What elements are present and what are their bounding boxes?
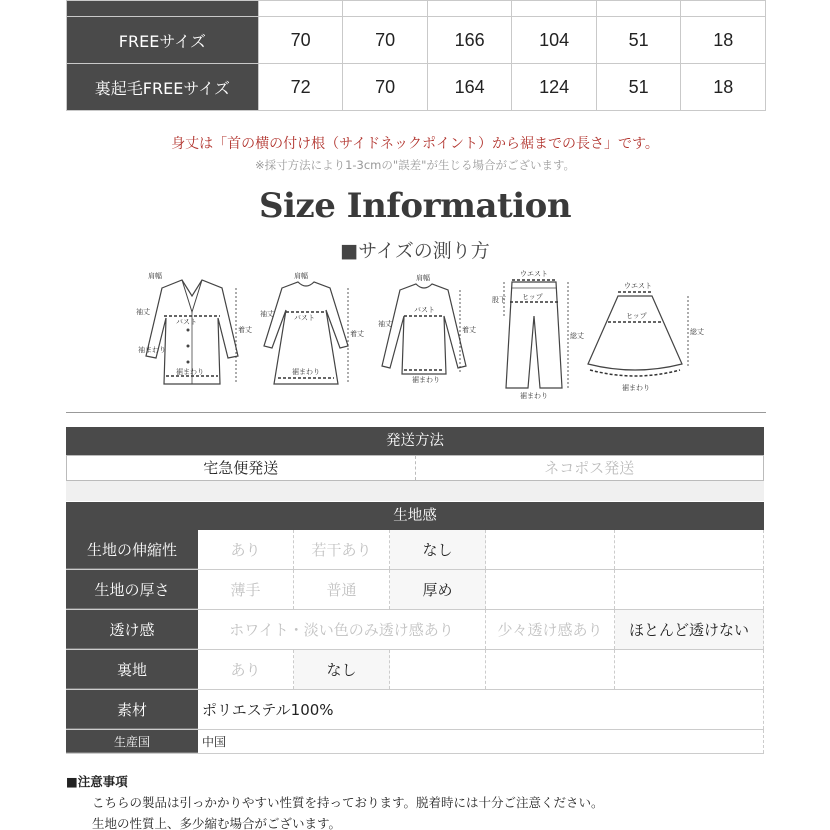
pants-inseam-label: 股下 bbox=[492, 296, 506, 304]
size-value: 124 bbox=[512, 64, 597, 111]
top-shoulder-label: 肩幅 bbox=[416, 274, 430, 282]
size-value: 51 bbox=[596, 64, 681, 111]
fabric-option: 若干あり bbox=[294, 530, 390, 569]
fabric-row-label: 生地の伸縮性 bbox=[66, 530, 198, 569]
notice-title: ■注意事項 bbox=[66, 774, 128, 789]
pants-hip-label: ヒップ bbox=[522, 293, 543, 301]
top-length-label: 着丈 bbox=[462, 326, 476, 334]
size-value: 70 bbox=[258, 17, 343, 64]
top-sleeve-label: 袖丈 bbox=[378, 320, 392, 328]
size-table-col-header bbox=[427, 1, 512, 17]
skirt-length-label: 総丈 bbox=[690, 328, 704, 336]
fabric-row bbox=[66, 530, 764, 570]
dress-hem-label: 裾まわり bbox=[292, 368, 320, 376]
fabric-option-selected: 厚め bbox=[390, 570, 486, 609]
coat-sleeve-label: 袖丈 bbox=[136, 308, 150, 316]
size-value: 166 bbox=[427, 17, 512, 64]
size-value: 164 bbox=[427, 64, 512, 111]
size-row-fleece-free bbox=[67, 64, 766, 111]
coat-shoulder-label: 肩幅 bbox=[148, 272, 162, 280]
dress-shoulder-label: 肩幅 bbox=[294, 272, 308, 280]
fabric-row-material bbox=[66, 690, 764, 730]
size-table-corner bbox=[67, 1, 259, 17]
fabric-row bbox=[66, 650, 764, 690]
coat-diagram bbox=[136, 271, 252, 384]
shipping-option-takkyubin: 宅急便発送 bbox=[203, 459, 279, 477]
fabric-option bbox=[486, 650, 615, 689]
size-table-col-header bbox=[343, 1, 428, 17]
size-table-col-header bbox=[681, 1, 766, 17]
fabric-option: あり bbox=[198, 650, 294, 689]
notice-line: 生地の性質上、多少縮む場合がございます。 bbox=[92, 816, 342, 830]
fabric-row-label: 裏地 bbox=[66, 650, 198, 689]
pants-length-label: 総丈 bbox=[570, 332, 584, 340]
fabric-row bbox=[66, 570, 764, 610]
size-value: 70 bbox=[343, 17, 428, 64]
pants-waist-label: ウエスト bbox=[520, 270, 548, 278]
fabric-option bbox=[615, 650, 764, 689]
fabric-option: 少々透け感あり bbox=[486, 610, 615, 649]
size-table bbox=[66, 0, 766, 111]
fabric-row-label: 生地の厚さ bbox=[66, 570, 198, 609]
shipping-method-header: 発送方法 bbox=[66, 427, 764, 455]
pants-hem-label: 裾まわり bbox=[520, 392, 548, 400]
size-value: 104 bbox=[512, 17, 597, 64]
size-table-col-header bbox=[512, 1, 597, 17]
fabric-row bbox=[66, 610, 764, 650]
skirt-hem-label: 裾まわり bbox=[622, 384, 650, 392]
shipping-option-nekopos: ネコポス発送 bbox=[415, 456, 764, 480]
top-hem-label: 裾まわり bbox=[412, 376, 440, 384]
size-information-title: Size Information bbox=[258, 186, 572, 226]
dress-bust-label: バスト bbox=[294, 314, 315, 322]
skirt-diagram bbox=[588, 282, 704, 392]
dress-length-label: 着丈 bbox=[350, 330, 364, 338]
size-value: 18 bbox=[681, 64, 766, 111]
notice-line: こちらの製品は引っかかりやすい性質を持っております。脱着時には十分ご注意ください。 bbox=[92, 795, 604, 810]
length-definition-note: 身丈は「首の横の付け根（サイドネックポイント）から裾までの長さ」です。 bbox=[171, 136, 659, 152]
fabric-option-selected: ほとんど透けない bbox=[615, 610, 764, 649]
fabric-option bbox=[615, 530, 764, 569]
fabric-option: 薄手 bbox=[198, 570, 294, 609]
coat-length-label: 着丈 bbox=[238, 326, 252, 334]
dress-diagram bbox=[260, 271, 364, 384]
measurement-error-note: ※採寸方法により1-3cmの"誤差"が生じる場合がございます。 bbox=[254, 158, 576, 172]
section-divider bbox=[66, 412, 766, 413]
shipping-options-row bbox=[66, 455, 764, 481]
size-value: 51 bbox=[596, 17, 681, 64]
size-row-label: 裏起毛FREEサイズ bbox=[67, 64, 259, 111]
size-value: 72 bbox=[258, 64, 343, 111]
fabric-table bbox=[66, 530, 764, 754]
top-diagram bbox=[378, 273, 476, 384]
coat-hem-label: 裾まわり bbox=[176, 368, 204, 376]
material-value: ポリエステル100% bbox=[198, 690, 764, 729]
dress-sleeve-label: 袖丈 bbox=[260, 310, 274, 318]
fabric-row-origin bbox=[66, 730, 764, 754]
coat-bust-label: バスト bbox=[176, 318, 197, 326]
top-bust-label: バスト bbox=[414, 306, 435, 314]
fabric-option bbox=[390, 650, 486, 689]
skirt-waist-label: ウエスト bbox=[624, 282, 652, 290]
fabric-feel-header: 生地感 bbox=[66, 502, 764, 530]
size-value: 70 bbox=[343, 64, 428, 111]
size-table-header-row bbox=[67, 1, 766, 17]
size-table-col-header bbox=[596, 1, 681, 17]
coat-cuff-label: 袖まわり bbox=[138, 346, 166, 354]
size-value: 18 bbox=[681, 17, 766, 64]
origin-label: 生産国 bbox=[66, 730, 198, 753]
garment-measurement-diagrams bbox=[120, 266, 720, 406]
origin-value: 中国 bbox=[198, 730, 764, 753]
measurement-method-title: ■サイズの測り方 bbox=[340, 240, 490, 262]
fabric-option: あり bbox=[198, 530, 294, 569]
size-row-free bbox=[67, 17, 766, 64]
fabric-option bbox=[486, 530, 615, 569]
fabric-option bbox=[615, 570, 764, 609]
fabric-option-selected: なし bbox=[390, 530, 486, 569]
fabric-option-selected: なし bbox=[294, 650, 390, 689]
pants-diagram bbox=[492, 270, 584, 400]
skirt-hip-label: ヒップ bbox=[626, 312, 647, 320]
size-table-col-header bbox=[258, 1, 343, 17]
material-label: 素材 bbox=[66, 690, 198, 729]
size-row-label: FREEサイズ bbox=[67, 17, 259, 64]
fabric-option: ホワイト・淡い色のみ透け感あり bbox=[198, 610, 486, 649]
fabric-row-label: 透け感 bbox=[66, 610, 198, 649]
spacer-band bbox=[66, 481, 764, 501]
fabric-option bbox=[486, 570, 615, 609]
fabric-option: 普通 bbox=[294, 570, 390, 609]
